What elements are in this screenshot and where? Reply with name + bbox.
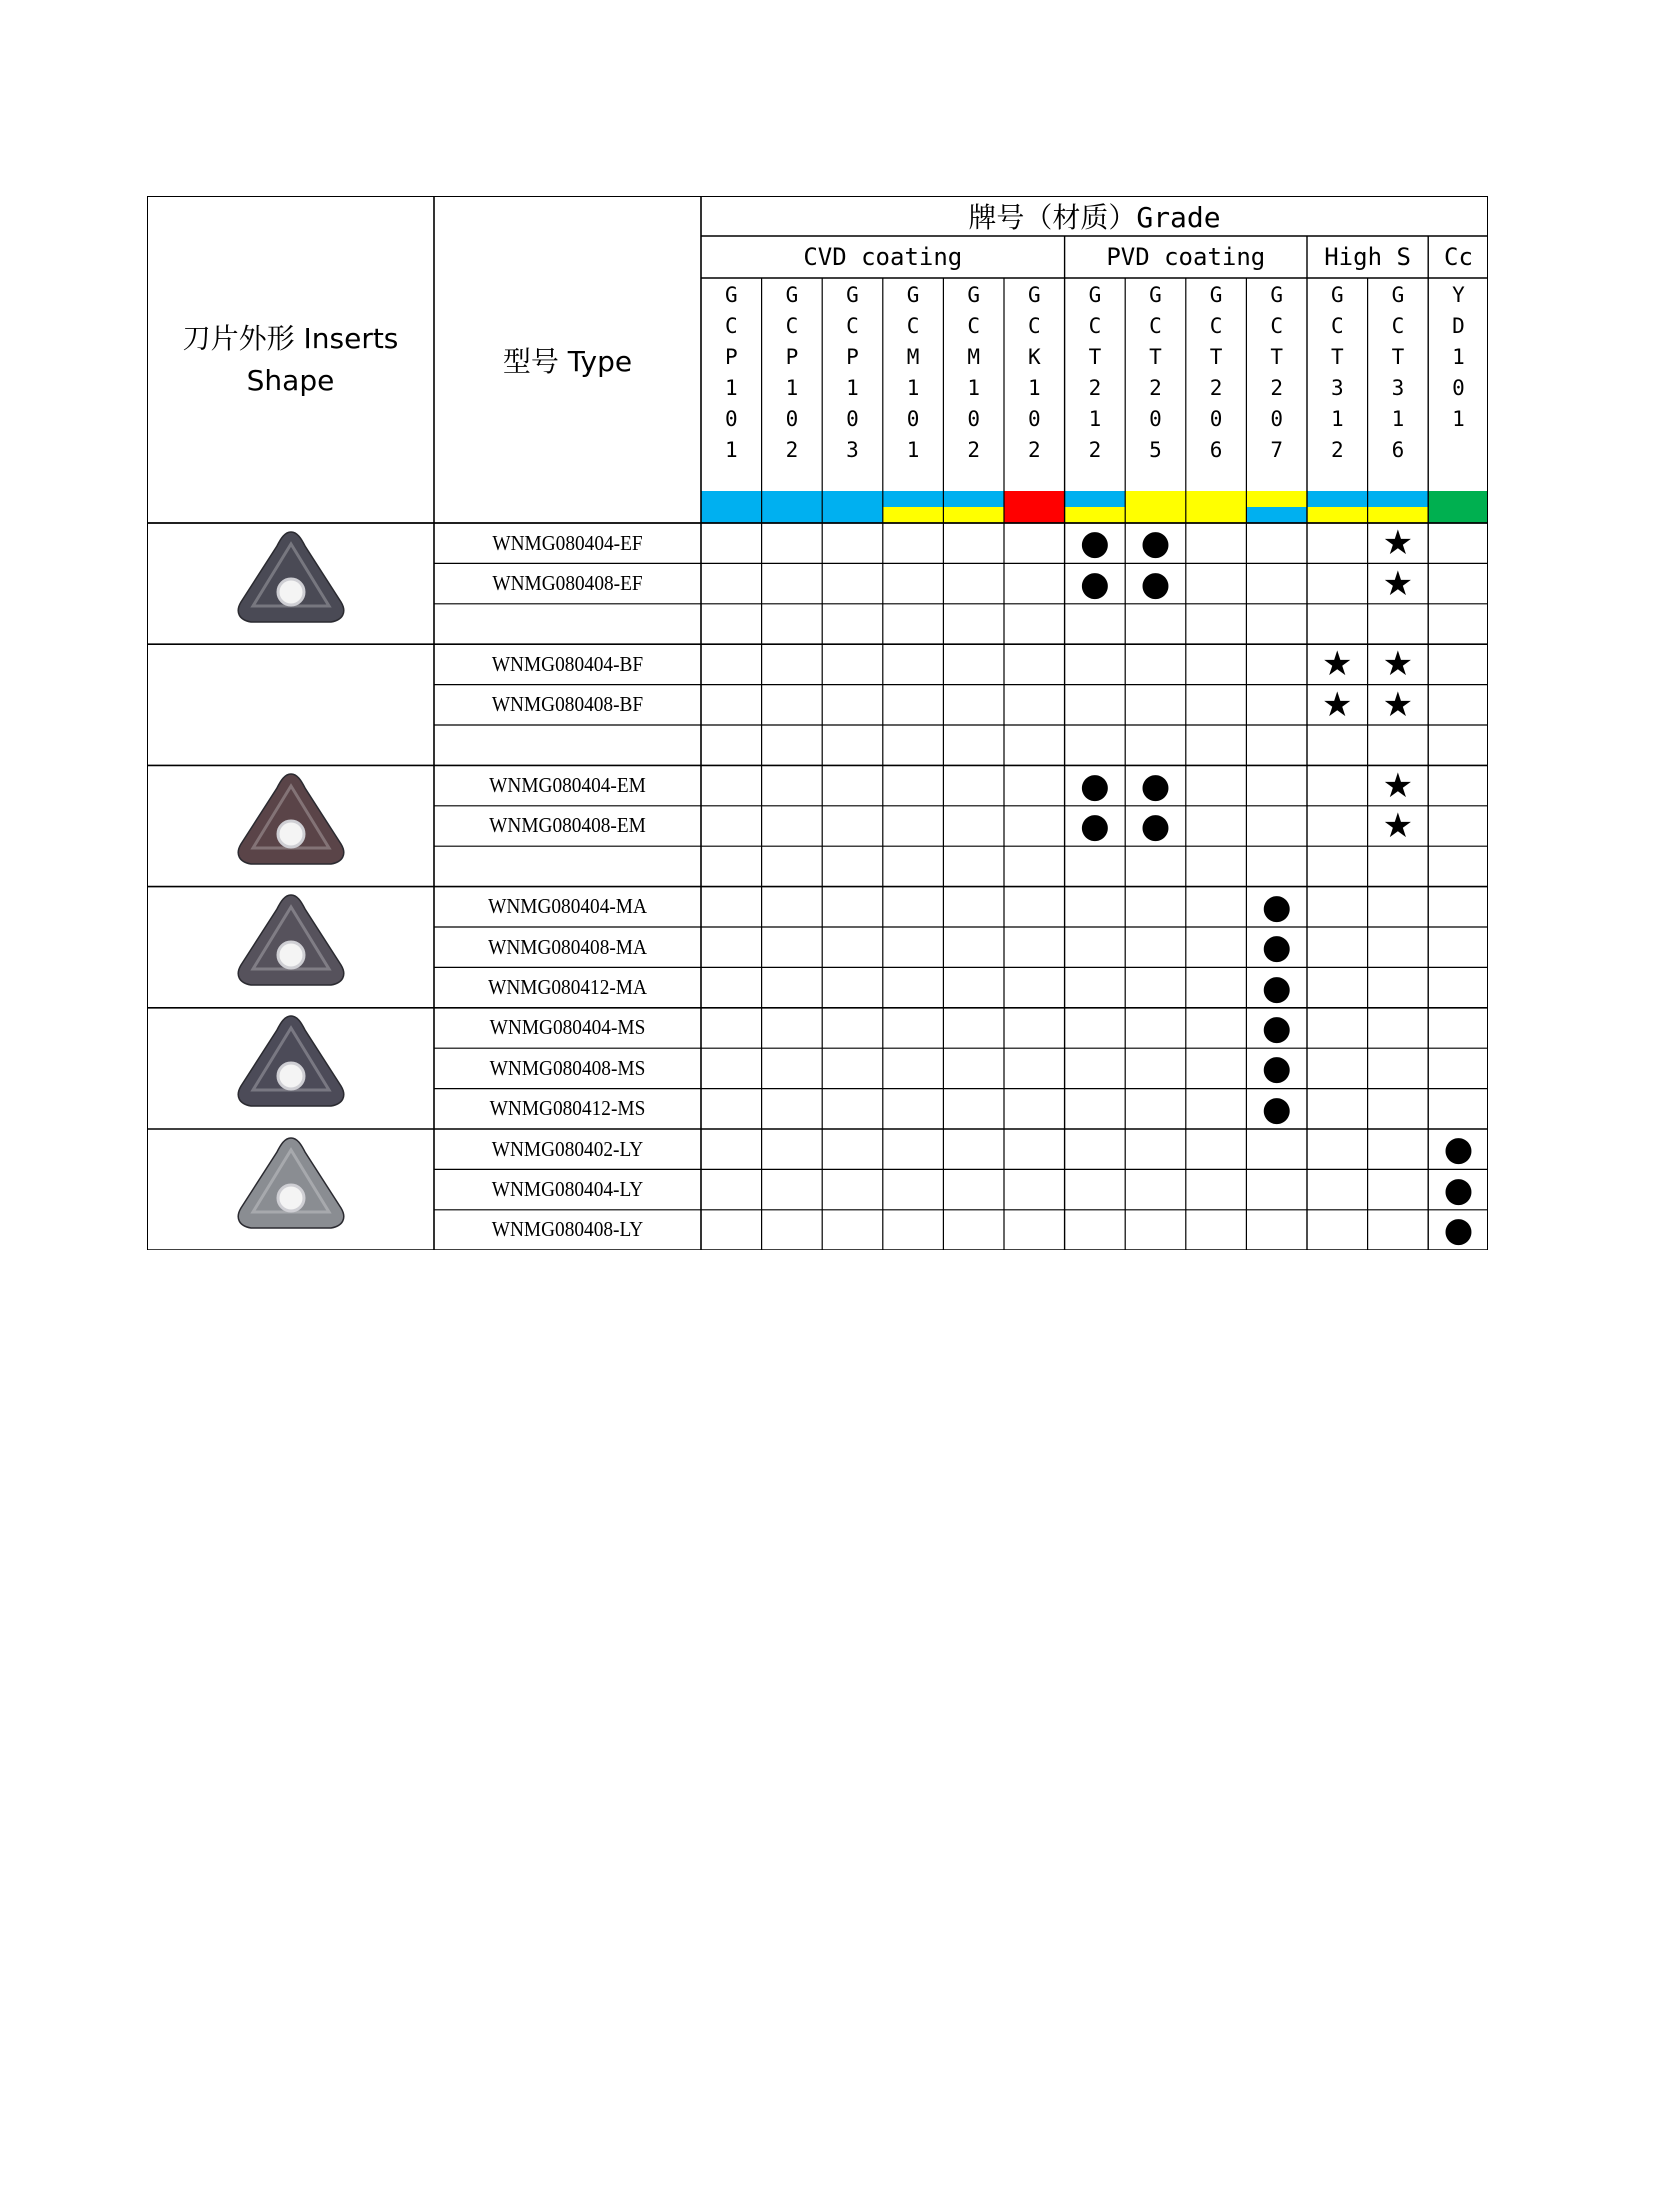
grade-code: G C P 1 0 3 [846,283,859,462]
grade-color-band-top [943,491,1004,507]
grade-code: G C T 3 1 6 [1391,283,1405,462]
first-choice-star-icon: ★ [1382,563,1414,604]
first-choice-star-icon: ★ [1382,684,1414,725]
grade-color-band-bottom [943,507,1004,523]
grade-code: G C T 2 0 6 [1209,283,1223,462]
insert-ma-icon [226,887,356,1007]
recommended-dot-icon: ● [1080,765,1110,806]
insert-type-code: WNMG080408-MA [488,934,647,959]
grade-color-band-top [1307,491,1368,507]
insert-type-code: WNMG080404-BF [491,651,644,676]
grade-code: G C M 1 0 2 [967,283,981,462]
insert-em-icon [226,766,356,886]
grade-color-band [1186,491,1247,523]
insert-type-code: WNMG080408-LY [491,1217,644,1242]
insert-type-code: WNMG080408-BF [491,692,644,717]
recommended-dot-icon: ● [1140,563,1171,604]
grade-color-band [822,491,883,523]
first-choice-star-icon: ★ [1322,644,1353,685]
first-choice-star-icon: ★ [1382,644,1414,685]
first-choice-star-icon: ★ [1382,805,1414,846]
grade-color-band-top [1065,491,1126,507]
recommended-dot-icon: ● [1443,1129,1474,1170]
coating-group-label: CVD coating [803,243,963,271]
insert-type-code: WNMG080404-MS [489,1015,646,1040]
insert-type-code: WNMG080404-EM [489,773,646,798]
insert-type-code: WNMG080402-LY [491,1136,644,1161]
recommended-dot-icon: ● [1261,1048,1292,1089]
grade-code: G C P 1 0 2 [785,283,799,462]
grade-code: G C T 2 0 5 [1149,283,1162,462]
grade-title: 牌号（材质）Grade [968,201,1221,234]
grade-code: G C M 1 0 1 [906,283,920,462]
grade-color-band [1125,491,1186,523]
insert-type-code: WNMG080412-MA [488,975,647,1000]
insert-type-code: WNMG080404-LY [491,1177,644,1202]
grade-color-band-top [883,491,944,507]
recommended-dot-icon: ● [1080,523,1110,564]
insert-type-code: WNMG080412-MS [489,1096,646,1121]
grade-code: G C T 2 1 2 [1088,283,1102,462]
recommended-dot-icon: ● [1443,1169,1474,1210]
coating-group-label: High S [1324,243,1411,271]
grade-code: G C T 3 1 2 [1330,283,1344,462]
grade-color-band [1428,491,1488,523]
recommended-dot-icon: ● [1080,563,1110,604]
type-header: 型号 Type [502,344,633,378]
grade-code: G C K 1 0 2 [1027,283,1041,462]
insert-type-code: WNMG080408-EF [492,571,643,596]
insert-ly-icon [226,1130,356,1250]
grade-code: G C P 1 0 1 [724,283,738,462]
recommended-dot-icon: ● [1140,765,1171,806]
grade-color-band-bottom [1246,507,1307,523]
coating-group-label: Cc [1444,243,1473,271]
grade-code: Y D 1 0 1 [1452,283,1465,431]
recommended-dot-icon: ● [1261,1088,1292,1129]
grade-color-band-top [1246,491,1307,507]
grade-color-band-bottom [1368,507,1429,523]
recommended-dot-icon: ● [1261,1007,1292,1048]
inserts-shape-header [147,196,434,523]
coating-group-label: PVD coating [1106,243,1266,271]
first-choice-star-icon: ★ [1322,684,1353,725]
recommended-dot-icon: ● [1140,805,1171,846]
recommended-dot-icon: ● [1261,886,1292,927]
grade-color-band-top [1368,491,1429,507]
recommended-dot-icon: ● [1261,927,1292,968]
recommended-dot-icon: ● [1261,967,1292,1008]
insert-type-code: WNMG080404-MA [488,894,647,919]
grade-color-band-bottom [883,507,944,523]
insert-ef-icon [226,524,356,644]
recommended-dot-icon: ● [1080,805,1110,846]
recommended-dot-icon: ● [1140,523,1171,564]
insert-ms-icon [226,1008,356,1128]
grade-color-band [701,491,762,523]
insert-type-code: WNMG080408-EM [489,813,646,838]
grade-color-band-bottom [1307,507,1368,523]
inserts-shape-label-line2: Shape [246,363,335,397]
grade-color-band [762,491,823,523]
grade-code: G C T 2 0 7 [1270,283,1284,462]
insert-type-code: WNMG080408-MS [489,1055,646,1080]
inserts-shape-label-line1: 刀片外形 Inserts [182,321,399,355]
grade-color-band-bottom [1065,507,1126,523]
grade-color-band [1004,491,1065,523]
recommended-dot-icon: ● [1443,1209,1474,1250]
first-choice-star-icon: ★ [1382,523,1414,564]
insert-type-code: WNMG080404-EF [492,530,643,555]
first-choice-star-icon: ★ [1382,765,1414,806]
grade-table [147,196,1488,1250]
